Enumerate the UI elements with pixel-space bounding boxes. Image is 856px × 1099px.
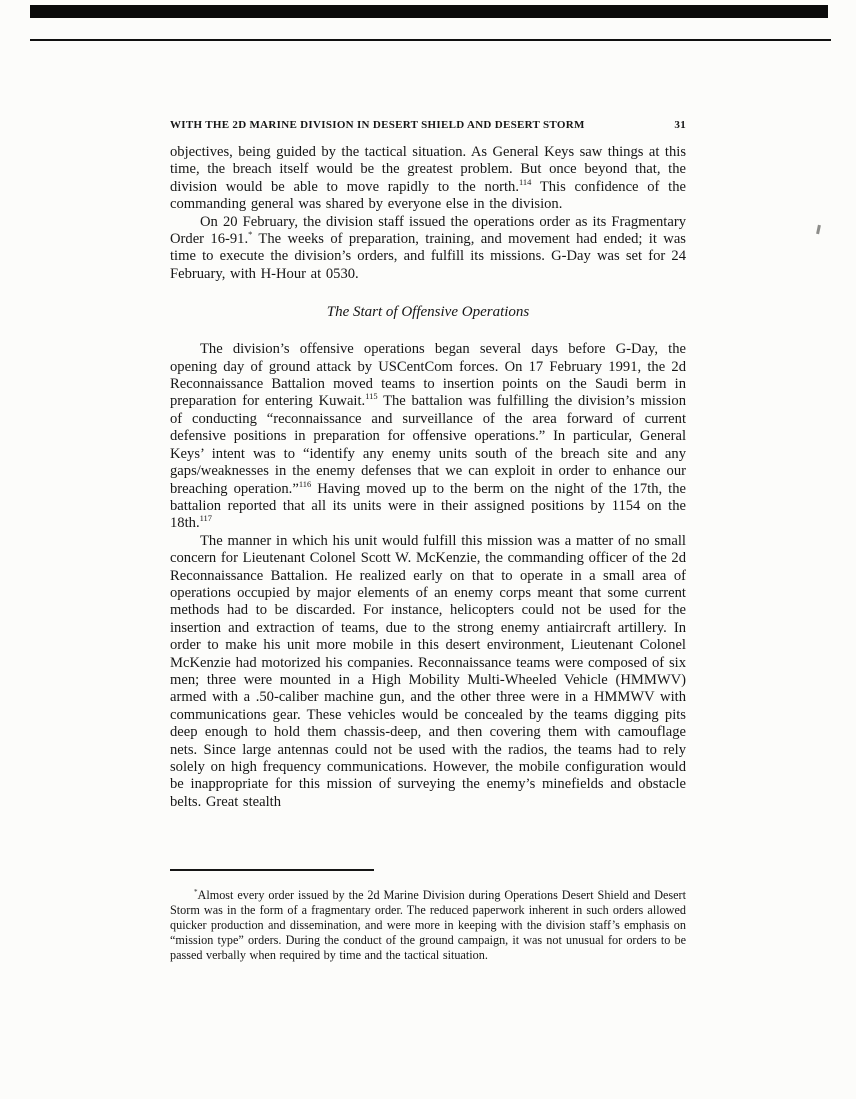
footnote-text: *Almost every order issued by the 2d Marine Division during Operations Desert Shield and Desert Storm was in the form of a fragmentary order. The reduced paperwork inherent in such orders allowed quicker production and dissemination, and were more in keeping with the division staff’s emphasis on “mission type” orders. During the conduct of the ground campaign, it was not unusual for orders to be passed verbally when required by time and the tactical situation. (170, 887, 686, 962)
page-number: 31 (674, 119, 686, 131)
scan-artifact-top-line (30, 39, 831, 41)
paragraph-objectives: objectives, being guided by the tactical situation. As General Keys saw things at this time, the breach itself would be the greatest problem. But once beyond that, the division would be able to move rapidly to the north.$^{114}$ This confidence of the commanding general was shared by everyone else in the division. (170, 144, 686, 213)
footnote-separator-rule (170, 869, 374, 871)
page-content (170, 119, 686, 811)
paragraph-offensive-ops: The division’s offensive operations began several days before G-Day, the opening day of ground attack by USCentCom forces. On 17 February 1991, the 2d Reconnaissance Battalion moved teams to insertion points on the Saudi berm in preparation for entering Kuwait.$^{115}$ The battalion was fulfilling the division’s mission of conducting “reconnaissance and surveillance of the area forward of current defensive positions in preparation for offensive operations.” In particular, General Keys’ intent was to “identify any enemy units south of the breach site and any gaps/weaknesses in the enemy defenses that we can exploit in order to enhance our breaching operation.”$^{116}$ Having moved up to the berm on the night of the 17th, the battalion reported that all its units were in their assigned positions by 1154 on the 18th.$^{117}$ (170, 341, 687, 532)
scan-artifact-top-bar (30, 5, 828, 18)
footnote-section (170, 869, 686, 963)
paragraph-frag-order: On 20 February, the division staff issued the operations order as its Fragmentary Order 16-91.* The weeks of preparation, training, and movement had ended; it was time to execute the division’s orders, and fulfill its missions. G-Day was set for 24 February, with H-Hour at 0530. (170, 213, 686, 282)
section-heading: The Start of Offensive Operations (326, 304, 530, 321)
running-title: WITH THE 2D MARINE DIVISION IN DESERT SHIELD AND DESERT STORM (170, 119, 585, 131)
running-header (170, 119, 686, 131)
paragraph-mckenzie: The manner in which his unit would fulfill this mission was a matter of no small concern for Lieutenant Colonel Scott W. McKenzie, the commanding officer of the 2d Reconnaissance Battalion. He realized early on that to operate in a small area of operations occupied by major elements of an enemy corps meant that some current methods had to be discarded. For instance, helicopters could not be used for the insertion and extraction of teams, due to the strong enemy antiaircraft artillery. In order to make his unit more mobile in this desert environment, Lieutenant Colonel McKenzie had motorized his companies. Reconnaissance teams were composed of six men; three were mounted in a High Mobility Multi-Wheeled Vehicle (HMMWV) armed with a .50-caliber machine gun, and the other three were in a HMMWV with communications gear. These vehicles would be concealed by the teams digging pits deep enough to hold them chassis-deep, and then covering them with camouflage nets. Since large antennas could not be used with the radios, the teams had to rely solely on high frequency communications. However, the mobile configuration would be inappropriate for this mission of surveying the enemy’s minefields and obstacle belts. Great stealth (170, 532, 686, 810)
scan-artifact-edge-mark (816, 225, 821, 234)
